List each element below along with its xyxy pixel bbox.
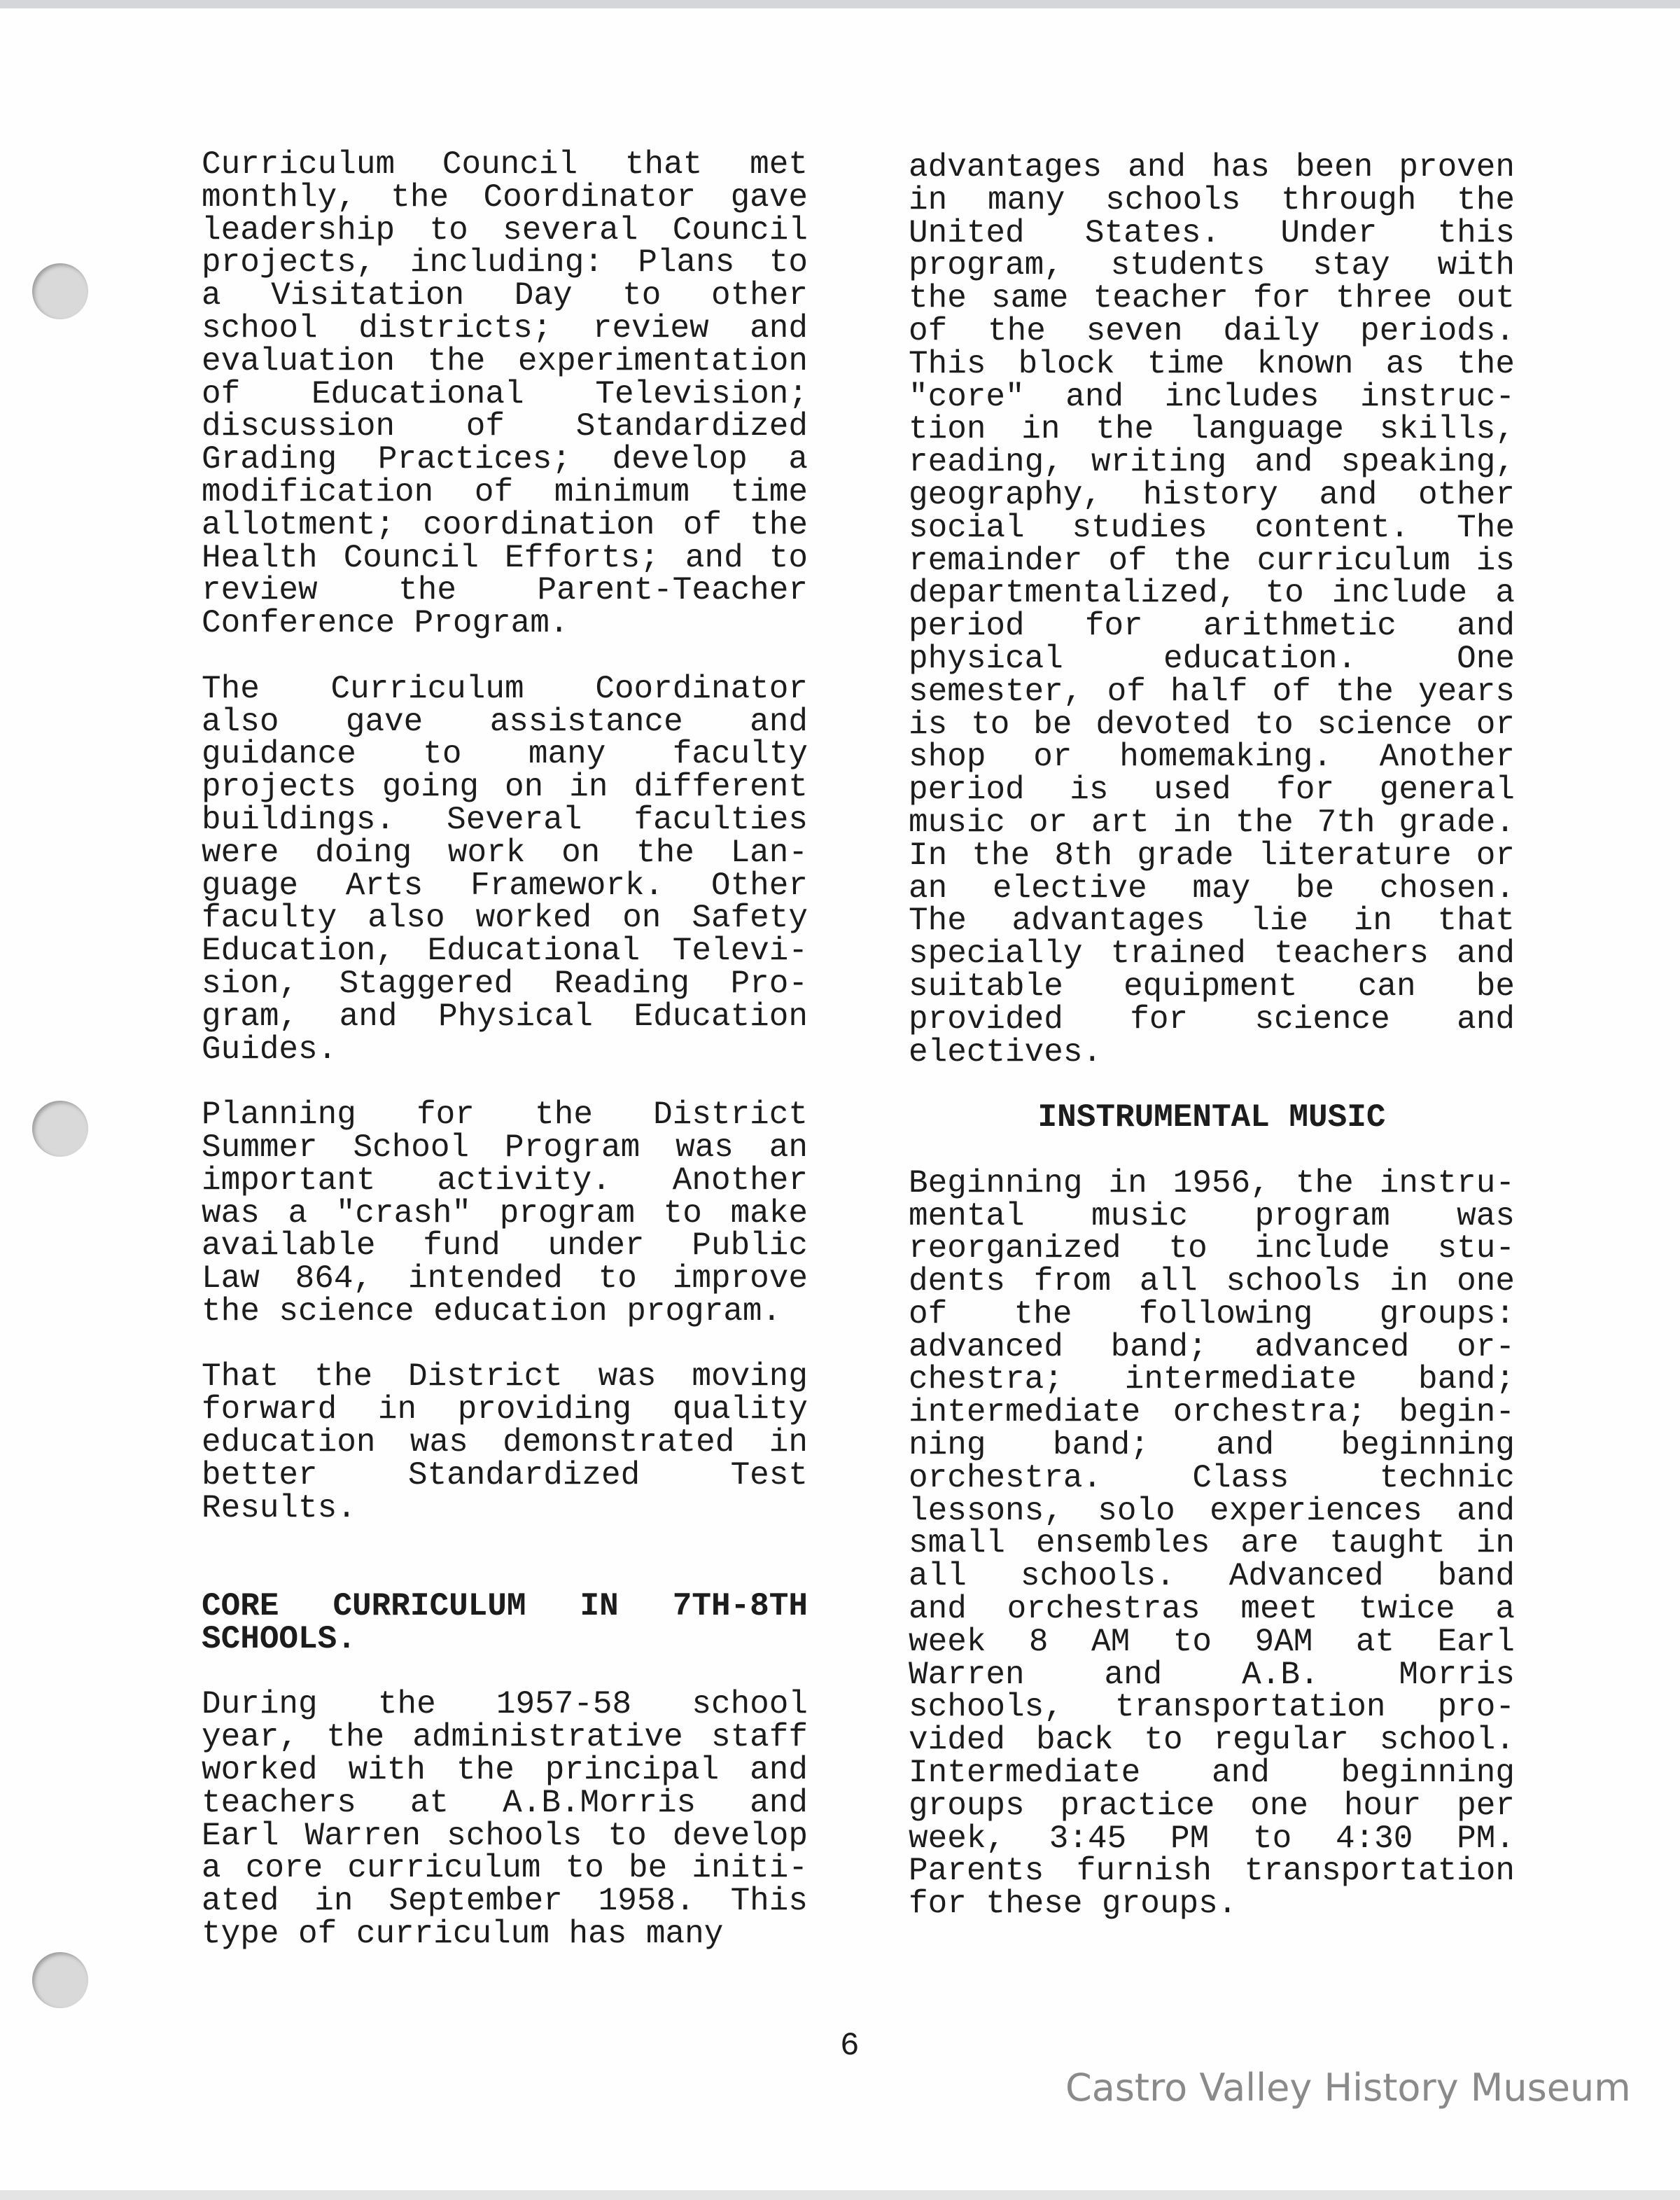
- text-line: the science education program.: [202, 1293, 782, 1330]
- text-line: chestra; intermediate band;: [909, 1361, 1515, 1398]
- text-line: United States. Under this: [909, 214, 1515, 251]
- text-line: modification of minimum time: [202, 473, 808, 510]
- text-line: projects going on in different: [202, 769, 808, 806]
- text-line: Planning for the District: [202, 1096, 808, 1134]
- paragraph: [202, 148, 808, 640]
- text-line: Results.: [202, 1489, 356, 1526]
- core-curriculum-heading: [202, 1590, 808, 1656]
- text-line: type of curriculum has many: [202, 1916, 724, 1953]
- text-line: Grading Practices; develop a: [202, 441, 808, 478]
- text-line: Law 864, intended to improve: [202, 1260, 808, 1297]
- text-line: departmentalized, to include a: [909, 575, 1515, 612]
- text-line: for these groups.: [909, 1886, 1238, 1923]
- text-line: faculty also worked on Safety: [202, 900, 808, 937]
- text-line: Earl Warren schools to develop: [202, 1817, 808, 1854]
- text-line: advantages and has been proven: [909, 149, 1515, 186]
- text-line: forward in providing quality: [202, 1391, 808, 1428]
- text-line: leadership to several Council: [202, 211, 808, 249]
- text-line: guidance to many faculty: [202, 736, 808, 773]
- text-line: a core curriculum to be initi-: [202, 1850, 808, 1887]
- text-line: Warren and A.B. Morris: [909, 1656, 1515, 1693]
- text-line: During the 1957-58 school: [202, 1686, 808, 1723]
- text-line: is to be devoted to science or: [909, 706, 1515, 743]
- right-paragraphs-a: [909, 149, 1515, 1071]
- text-line: worked with the principal and: [202, 1752, 808, 1789]
- text-line: the same teacher for three out: [909, 280, 1515, 317]
- text-line: teachers at A.B.Morris and: [202, 1784, 808, 1821]
- text-line: shop or homemaking. Another: [909, 739, 1515, 776]
- text-line: guage Arts Framework. Other: [202, 867, 808, 904]
- punch-hole-icon: [32, 1101, 88, 1157]
- text-line: remainder of the curriculum is: [909, 542, 1515, 579]
- museum-watermark: Castro Valley History Museum: [1065, 2066, 1631, 2110]
- text-line: an elective may be chosen.: [909, 870, 1515, 907]
- text-line: lessons, solo experiences and: [909, 1492, 1515, 1529]
- text-line: tion in the language skills,: [909, 411, 1515, 448]
- text-line: Beginning in 1956, the instru-: [909, 1164, 1515, 1202]
- text-line: In the 8th grade literature or: [909, 837, 1515, 874]
- text-line: CORE CURRICULUM IN 7TH-8TH: [202, 1588, 808, 1625]
- text-line: Education, Educational Televi-: [202, 933, 808, 970]
- right-paragraphs-b: [909, 1164, 1515, 1923]
- text-line: groups practice one hour per: [909, 1787, 1515, 1824]
- text-line: That the District was moving: [202, 1358, 808, 1395]
- text-line: small ensembles are taught in: [909, 1525, 1515, 1562]
- text-line: discussion of Standardized: [202, 408, 808, 445]
- right-column: [909, 151, 1515, 1954]
- text-line: ning band; and beginning: [909, 1427, 1515, 1464]
- text-line: reorganized to include stu-: [909, 1230, 1515, 1267]
- text-line: music or art in the 7th grade.: [909, 804, 1515, 841]
- text-line: allotment; coordination of the: [202, 506, 808, 543]
- text-line: were doing work on the Lan-: [202, 834, 808, 871]
- text-line: provided for science and: [909, 1001, 1515, 1038]
- scan-top-edge: [0, 0, 1680, 8]
- text-line: year, the administrative staff: [202, 1719, 808, 1756]
- text-line: available fund under Public: [202, 1227, 808, 1265]
- text-line: INSTRUMENTAL MUSIC: [1037, 1099, 1386, 1136]
- text-line: monthly, the Coordinator gave: [202, 179, 808, 216]
- text-line: electives.: [909, 1033, 1102, 1071]
- text-line: program, students stay with: [909, 247, 1515, 284]
- text-line: geography, history and other: [909, 476, 1515, 513]
- text-line: education was demonstrated in: [202, 1424, 808, 1461]
- text-line: dents from all schools in one: [909, 1263, 1515, 1300]
- text-line: of the seven daily periods.: [909, 312, 1515, 349]
- scan-bottom-edge: [0, 2190, 1680, 2200]
- text-line: Conference Program.: [202, 605, 569, 642]
- text-line: social studies content. The: [909, 509, 1515, 546]
- text-line: gram, and Physical Education: [202, 998, 808, 1035]
- text-line: semester, of half of the years: [909, 673, 1515, 710]
- left-column: [202, 148, 808, 1984]
- text-line: evaluation the experimentation: [202, 342, 808, 380]
- text-line: week, 3:45 PM to 4:30 PM.: [909, 1820, 1515, 1857]
- text-line: Guides.: [202, 1031, 337, 1068]
- text-line: intermediate orchestra; begin-: [909, 1394, 1515, 1431]
- text-line: Intermediate and beginning: [909, 1755, 1515, 1792]
- text-line: advanced band; advanced or-: [909, 1328, 1515, 1365]
- text-line: reading, writing and speaking,: [909, 444, 1515, 481]
- text-line: week 8 AM to 9AM at Earl: [909, 1623, 1515, 1660]
- text-line: in many schools through the: [909, 181, 1515, 218]
- text-line: projects, including: Plans to: [202, 244, 808, 281]
- text-line: all schools. Advanced band: [909, 1558, 1515, 1595]
- text-line: Curriculum Council that met: [202, 146, 808, 183]
- text-line: physical education. One: [909, 640, 1515, 677]
- text-line: Summer School Program was an: [202, 1129, 808, 1166]
- text-line: "core" and includes instruc-: [909, 378, 1515, 415]
- text-line: was a "crash" program to make: [202, 1195, 808, 1232]
- paragraph: [909, 149, 1515, 1071]
- left-paragraphs-b: [202, 1686, 808, 1953]
- text-line: specially trained teachers and: [909, 935, 1515, 973]
- instrumental-music-heading: [909, 1101, 1515, 1134]
- punch-hole-icon: [32, 263, 88, 319]
- paragraph: [202, 670, 808, 1068]
- text-line: period for arithmetic and: [909, 608, 1515, 645]
- text-line: schools, transportation pro-: [909, 1689, 1515, 1726]
- text-line: orchestra. Class technic: [909, 1459, 1515, 1496]
- text-line: a Visitation Day to other: [202, 277, 808, 314]
- text-line: period is used for general: [909, 772, 1515, 809]
- page-number: 6: [840, 2028, 860, 2064]
- text-line: school districts; review and: [202, 309, 808, 347]
- text-line: Health Council Efforts; and to: [202, 539, 808, 576]
- text-line: of Educational Television;: [202, 375, 808, 412]
- text-line: mental music program was: [909, 1197, 1515, 1234]
- text-line: SCHOOLS.: [202, 1620, 356, 1657]
- paragraph: [202, 1360, 808, 1524]
- left-paragraphs-a: [202, 148, 808, 1524]
- text-line: also gave assistance and: [202, 703, 808, 740]
- text-line: important activity. Another: [202, 1162, 808, 1199]
- text-line: buildings. Several faculties: [202, 801, 808, 838]
- text-line: and orchestras meet twice a: [909, 1591, 1515, 1628]
- text-line: The Curriculum Coordinator: [202, 670, 808, 707]
- text-line: The advantages lie in that: [909, 903, 1515, 940]
- text-line: better Standardized Test: [202, 1456, 808, 1494]
- text-line: sion, Staggered Reading Pro-: [202, 965, 808, 1002]
- paragraph: [202, 1686, 808, 1953]
- text-line: Parents furnish transportation: [909, 1853, 1515, 1890]
- paragraph: [202, 1096, 808, 1330]
- text-line: of the following groups:: [909, 1295, 1515, 1332]
- text-line: ated in September 1958. This: [202, 1883, 808, 1920]
- text-line: review the Parent-Teacher: [202, 572, 808, 609]
- text-line: This block time known as the: [909, 345, 1515, 382]
- text-line: vided back to regular school.: [909, 1722, 1515, 1759]
- punch-hole-icon: [32, 1952, 88, 2008]
- paragraph: [909, 1164, 1515, 1923]
- text-line: suitable equipment can be: [909, 968, 1515, 1005]
